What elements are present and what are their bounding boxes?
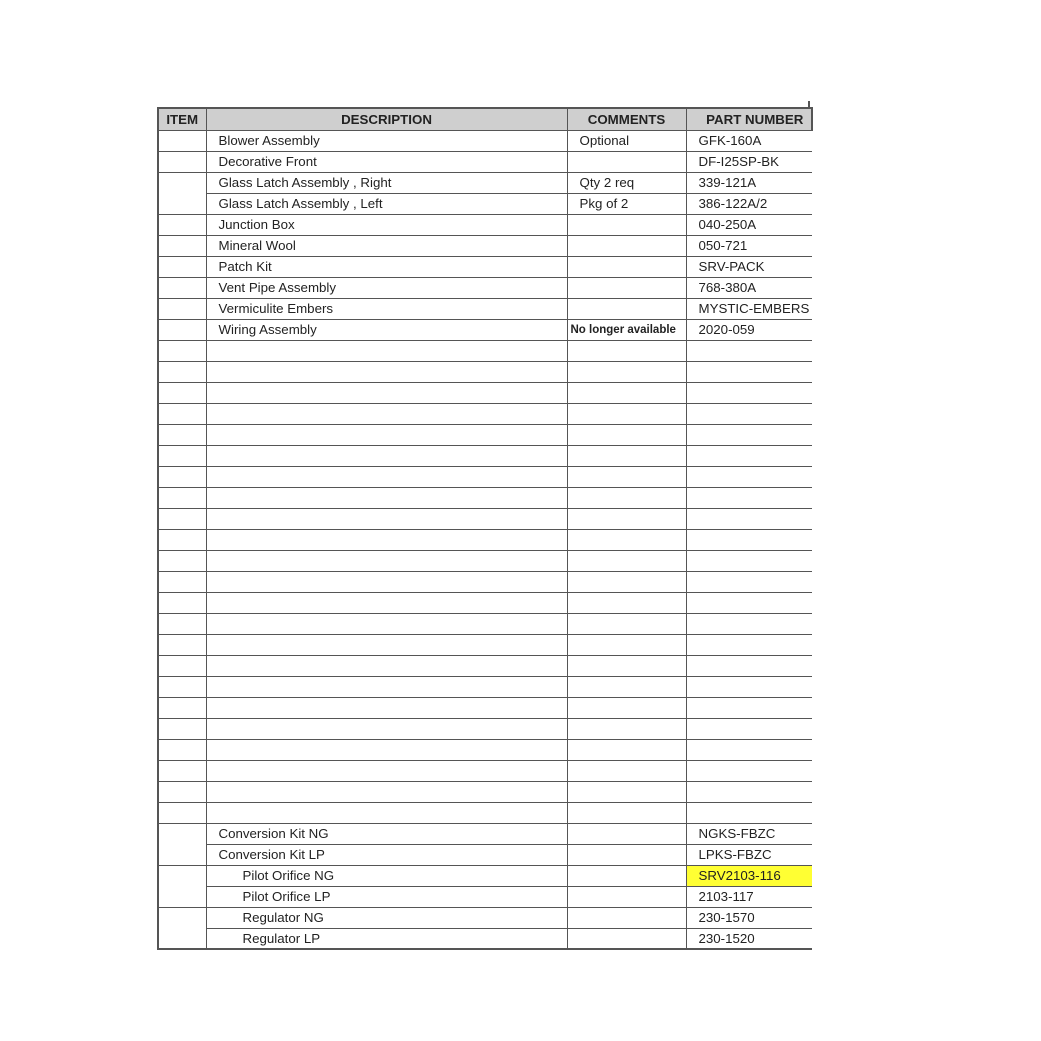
table-header-row	[158, 108, 812, 130]
description-cell	[206, 592, 567, 613]
column-header-description: DESCRIPTION	[206, 108, 567, 130]
description-cell: Wiring Assembly	[206, 319, 567, 340]
comments-cell	[567, 214, 686, 235]
column-header-item: ITEM	[158, 108, 206, 130]
part-number-cell	[686, 424, 812, 445]
table-row	[158, 571, 812, 592]
description-cell: Conversion Kit NG	[206, 823, 567, 844]
part-number-cell	[686, 550, 812, 571]
description-cell: Glass Latch Assembly , Right	[206, 172, 567, 193]
description-cell	[206, 487, 567, 508]
item-cell	[158, 508, 206, 529]
part-number-cell	[686, 634, 812, 655]
table-row	[158, 214, 812, 235]
description-cell	[206, 655, 567, 676]
table-row	[158, 613, 812, 634]
description-cell: Patch Kit	[206, 256, 567, 277]
description-cell: Decorative Front	[206, 151, 567, 172]
table-row	[158, 445, 812, 466]
part-number-cell	[686, 592, 812, 613]
comments-cell	[567, 718, 686, 739]
comments-cell	[567, 550, 686, 571]
item-cell	[158, 361, 206, 382]
part-number-cell	[686, 571, 812, 592]
item-cell	[158, 172, 206, 193]
item-cell	[158, 319, 206, 340]
description-cell	[206, 361, 567, 382]
comments-cell	[567, 802, 686, 823]
comments-cell	[567, 823, 686, 844]
comments-cell: Qty 2 req	[567, 172, 686, 193]
table-row	[158, 802, 812, 823]
table-row	[158, 907, 812, 928]
item-cell	[158, 739, 206, 760]
description-cell	[206, 739, 567, 760]
table-row	[158, 508, 812, 529]
comments-cell	[567, 508, 686, 529]
item-cell	[158, 403, 206, 424]
comments-cell	[567, 151, 686, 172]
table-row	[158, 823, 812, 844]
part-number-cell	[686, 487, 812, 508]
description-cell	[206, 340, 567, 361]
table-row	[158, 382, 812, 403]
item-cell	[158, 571, 206, 592]
item-cell	[158, 781, 206, 802]
description-cell	[206, 445, 567, 466]
table-row	[158, 655, 812, 676]
item-cell	[158, 550, 206, 571]
description-cell	[206, 802, 567, 823]
part-number-cell	[686, 739, 812, 760]
table-row	[158, 424, 812, 445]
table-row	[158, 130, 812, 151]
item-cell	[158, 130, 206, 151]
description-cell	[206, 382, 567, 403]
item-cell	[158, 655, 206, 676]
part-number-cell	[686, 613, 812, 634]
comments-cell	[567, 697, 686, 718]
comments-cell	[567, 424, 686, 445]
description-cell	[206, 760, 567, 781]
part-number-cell	[686, 781, 812, 802]
column-header-part-number: PART NUMBER	[686, 108, 812, 130]
description-cell	[206, 781, 567, 802]
comments-cell	[567, 844, 686, 865]
comments-cell	[567, 571, 686, 592]
table-row	[158, 886, 812, 907]
table-row	[158, 592, 812, 613]
item-cell	[158, 676, 206, 697]
table-row	[158, 298, 812, 319]
part-number-cell	[686, 718, 812, 739]
item-cell	[158, 424, 206, 445]
part-number-cell	[686, 445, 812, 466]
item-cell	[158, 592, 206, 613]
comments-cell	[567, 655, 686, 676]
comments-cell	[567, 676, 686, 697]
description-cell: Regulator NG	[206, 907, 567, 928]
part-number-cell: 230-1570	[686, 907, 812, 928]
part-number-cell: DF-I25SP-BK	[686, 151, 812, 172]
comments-cell	[567, 865, 686, 886]
description-cell	[206, 466, 567, 487]
table-row	[158, 718, 812, 739]
table-body	[158, 130, 812, 949]
item-cell	[158, 823, 206, 844]
table-row	[158, 550, 812, 571]
table-row	[158, 760, 812, 781]
part-number-cell	[686, 529, 812, 550]
part-number-cell	[686, 802, 812, 823]
comments-cell	[567, 529, 686, 550]
item-cell	[158, 844, 206, 865]
description-cell	[206, 550, 567, 571]
item-cell	[158, 886, 206, 907]
part-number-cell	[686, 466, 812, 487]
part-number-cell: 768-380A	[686, 277, 812, 298]
description-cell	[206, 508, 567, 529]
description-cell: Regulator LP	[206, 928, 567, 949]
part-number-cell	[686, 676, 812, 697]
item-cell	[158, 382, 206, 403]
item-cell	[158, 214, 206, 235]
description-cell	[206, 613, 567, 634]
item-cell	[158, 697, 206, 718]
item-cell	[158, 445, 206, 466]
table-row	[158, 487, 812, 508]
part-number-cell	[686, 403, 812, 424]
table-row	[158, 256, 812, 277]
part-number-cell: 386-122A/2	[686, 193, 812, 214]
comments-cell	[567, 592, 686, 613]
item-cell	[158, 235, 206, 256]
comments-cell	[567, 235, 686, 256]
comments-cell	[567, 907, 686, 928]
part-number-cell: 050-721	[686, 235, 812, 256]
parts-table	[157, 107, 813, 950]
comments-cell	[567, 613, 686, 634]
part-number-cell	[686, 340, 812, 361]
part-number-cell: MYSTIC-EMBERS	[686, 298, 812, 319]
item-cell	[158, 802, 206, 823]
comments-cell	[567, 340, 686, 361]
comments-cell	[567, 361, 686, 382]
comments-cell	[567, 886, 686, 907]
item-cell	[158, 340, 206, 361]
table-row	[158, 697, 812, 718]
item-cell	[158, 487, 206, 508]
item-cell	[158, 613, 206, 634]
description-cell: Glass Latch Assembly , Left	[206, 193, 567, 214]
table-row	[158, 466, 812, 487]
description-cell: Pilot Orifice NG	[206, 865, 567, 886]
table-row	[158, 235, 812, 256]
part-number-cell: SRV2103-116	[686, 865, 812, 886]
comments-cell	[567, 760, 686, 781]
part-number-cell: 230-1520	[686, 928, 812, 949]
item-cell	[158, 193, 206, 214]
table-row	[158, 403, 812, 424]
comments-cell	[567, 781, 686, 802]
table-row	[158, 319, 812, 340]
description-cell	[206, 718, 567, 739]
part-number-cell	[686, 382, 812, 403]
parts-list-sheet	[157, 107, 811, 950]
item-cell	[158, 529, 206, 550]
description-cell: Pilot Orifice LP	[206, 886, 567, 907]
comments-cell	[567, 382, 686, 403]
comments-cell	[567, 487, 686, 508]
comments-cell	[567, 403, 686, 424]
description-cell	[206, 529, 567, 550]
comments-cell	[567, 739, 686, 760]
part-number-cell: LPKS-FBZC	[686, 844, 812, 865]
comments-cell: Pkg of 2	[567, 193, 686, 214]
description-cell	[206, 697, 567, 718]
item-cell	[158, 760, 206, 781]
comments-cell: No longer available	[567, 319, 686, 340]
item-cell	[158, 634, 206, 655]
item-cell	[158, 277, 206, 298]
table-row	[158, 844, 812, 865]
table-row	[158, 865, 812, 886]
description-cell	[206, 424, 567, 445]
description-cell	[206, 676, 567, 697]
comments-cell	[567, 634, 686, 655]
comments-cell	[567, 466, 686, 487]
table-row	[158, 193, 812, 214]
description-cell: Mineral Wool	[206, 235, 567, 256]
comments-cell	[567, 256, 686, 277]
part-number-cell: 2020-059	[686, 319, 812, 340]
part-number-cell	[686, 655, 812, 676]
table-row	[158, 277, 812, 298]
description-cell: Junction Box	[206, 214, 567, 235]
part-number-cell: 2103-117	[686, 886, 812, 907]
item-cell	[158, 718, 206, 739]
table-row	[158, 151, 812, 172]
item-cell	[158, 928, 206, 949]
description-cell	[206, 634, 567, 655]
item-cell	[158, 907, 206, 928]
item-cell	[158, 151, 206, 172]
description-cell: Vermiculite Embers	[206, 298, 567, 319]
comments-cell: Optional	[567, 130, 686, 151]
comments-cell	[567, 277, 686, 298]
description-cell	[206, 403, 567, 424]
part-number-cell	[686, 760, 812, 781]
part-number-cell: NGKS-FBZC	[686, 823, 812, 844]
part-number-cell: 339-121A	[686, 172, 812, 193]
part-number-cell: SRV-PACK	[686, 256, 812, 277]
part-number-cell	[686, 697, 812, 718]
table-row	[158, 340, 812, 361]
description-cell: Blower Assembly	[206, 130, 567, 151]
table-row	[158, 928, 812, 949]
item-cell	[158, 256, 206, 277]
part-number-cell	[686, 361, 812, 382]
table-row	[158, 634, 812, 655]
table-row	[158, 676, 812, 697]
part-number-cell: GFK-160A	[686, 130, 812, 151]
description-cell: Vent Pipe Assembly	[206, 277, 567, 298]
item-cell	[158, 298, 206, 319]
item-cell	[158, 466, 206, 487]
description-cell	[206, 571, 567, 592]
comments-cell	[567, 298, 686, 319]
table-row	[158, 361, 812, 382]
comments-cell	[567, 928, 686, 949]
item-cell	[158, 865, 206, 886]
column-header-comments: COMMENTS	[567, 108, 686, 130]
comments-cell	[567, 445, 686, 466]
table-row	[158, 529, 812, 550]
description-cell: Conversion Kit LP	[206, 844, 567, 865]
part-number-cell	[686, 508, 812, 529]
table-row	[158, 739, 812, 760]
table-row	[158, 172, 812, 193]
part-number-cell: 040-250A	[686, 214, 812, 235]
table-row	[158, 781, 812, 802]
